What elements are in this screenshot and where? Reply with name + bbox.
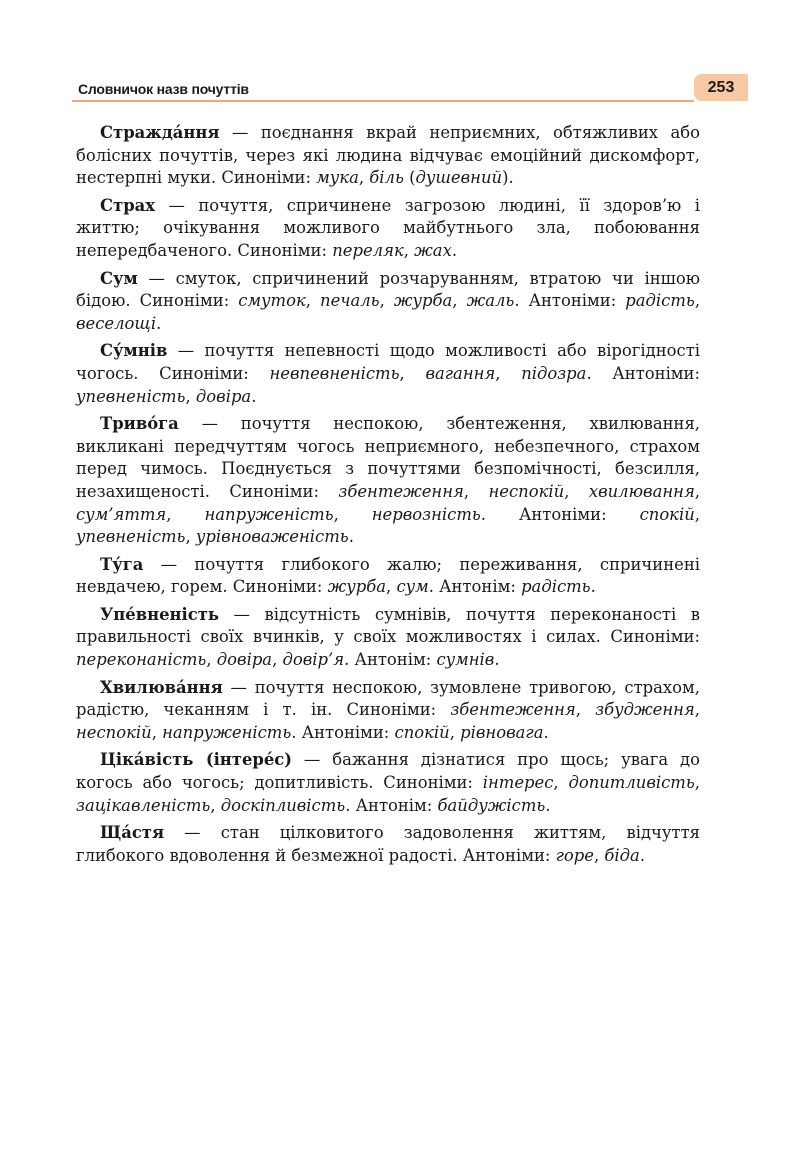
related-word: горе: [555, 845, 594, 865]
definition-text: .: [451, 240, 458, 260]
entry-term: Упе́вненість: [100, 604, 220, 624]
definition-text: . Антонім:: [428, 577, 522, 597]
related-word: рівновага: [460, 722, 544, 742]
definition-text: .: [590, 577, 596, 597]
definition-text: ,: [463, 481, 489, 501]
definition-text: .: [639, 845, 646, 865]
definition-text: ,: [272, 650, 283, 670]
definition-text: . Антонім:: [345, 795, 438, 815]
glossary-entry: [76, 340, 700, 408]
related-word: довір’я: [282, 650, 345, 670]
definition-text: .: [251, 386, 257, 406]
definition-text: ,: [495, 363, 522, 383]
running-title: Словничок назв почуттів: [78, 81, 249, 97]
entry-term: Хвилюва́ння: [100, 677, 223, 697]
related-word: хвилювання: [588, 481, 695, 501]
related-word: допитливість: [568, 773, 695, 793]
entry-term: Страх: [100, 195, 156, 215]
related-word: зацікавленість: [76, 795, 211, 815]
definition-text: (: [403, 168, 416, 188]
glossary-entry: [76, 554, 700, 599]
related-word: сумнів: [436, 650, 495, 670]
related-word: біда: [604, 845, 640, 865]
related-word: радість: [521, 577, 591, 597]
definition-text: .: [543, 722, 549, 742]
header-rule: [72, 100, 694, 102]
related-word: смуток: [238, 291, 306, 311]
related-word: вагання: [425, 363, 496, 383]
definition-text: ,: [379, 291, 394, 311]
definition-text: — бажання дізнатися про щось; увага до когось або чогось; допитливість. Синоніми:: [76, 750, 700, 793]
related-word: підозра: [521, 363, 587, 383]
related-word: доскіпливість: [220, 795, 346, 815]
definition-text: ).: [502, 168, 514, 188]
related-word: упевненість: [76, 386, 186, 406]
related-word: журба: [327, 577, 387, 597]
related-word: напруженість: [204, 504, 334, 524]
definition-text: ,: [403, 240, 415, 260]
related-word: збудження: [595, 700, 695, 720]
related-word: урівноваженість: [195, 527, 349, 547]
definition-text: ,: [593, 845, 605, 865]
related-word: мука: [316, 168, 359, 188]
definition-text: ,: [694, 700, 700, 720]
definition-text: — почуття, спричинене загрозою людині, її здоров’ю і життю; очікування можливого майбутнього зла, побоювання непередбаченого. Синоніми:: [76, 195, 700, 260]
related-word: переконаність: [76, 650, 207, 670]
definition-text: ,: [358, 168, 370, 188]
definition-text: — поєднання вкрай неприємних, обтяжливих або болісних почуттів, через які людина відчуває емоційний дискомфорт, нестерпні муки. Синоніми:: [76, 123, 700, 188]
definition-text: ,: [694, 291, 701, 311]
related-word: невпевненість: [269, 363, 400, 383]
related-word: байдужість: [437, 795, 546, 815]
definition-text: ,: [694, 481, 701, 501]
definition-text: — почуття неспокою, збентеження, хвилювання, викликані передчуттям чогось неприємного, небезпечного, страхом перед чимось. Поєднується з почуттями безпомічності, безсилля, незахищеності. Синоніми:: [76, 414, 700, 501]
glossary-content: [76, 122, 700, 872]
entry-term: Ща́стя: [100, 823, 165, 843]
definition-text: — відсутність сумнівів, почуття переконаності в правильності своїх вчинків, у своїх можливостях і силах. Синоніми:: [76, 604, 700, 647]
definition-text: ,: [575, 700, 596, 720]
related-word: душевний: [415, 168, 503, 188]
glossary-entry: [76, 122, 700, 190]
page-header: [72, 70, 748, 104]
related-word: печаль: [320, 291, 380, 311]
definition-text: ,: [151, 722, 163, 742]
definition-text: .: [348, 527, 354, 547]
definition-text: ,: [452, 291, 467, 311]
definition-text: ,: [386, 577, 397, 597]
related-word: збентеження: [450, 700, 576, 720]
definition-text: ,: [694, 773, 700, 793]
page-number: 253: [694, 74, 748, 101]
entry-term: Су́мнів: [100, 341, 168, 361]
related-word: нервозність: [371, 504, 481, 524]
related-word: переляк: [332, 240, 404, 260]
related-word: жах: [414, 240, 452, 260]
definition-text: — смуток, спричинений розчаруванням, втратою чи іншою бідою. Синоніми:: [76, 268, 700, 311]
related-word: напруженість: [162, 722, 292, 742]
glossary-entry: [76, 749, 700, 817]
related-word: веселощі: [76, 313, 157, 333]
glossary-entry: [76, 268, 700, 336]
related-word: упевненість: [76, 527, 186, 547]
definition-text: .: [545, 795, 551, 815]
definition-text: .: [494, 650, 500, 670]
related-word: сум: [396, 577, 429, 597]
entry-term: Ту́га: [100, 554, 144, 574]
definition-text: ,: [185, 527, 196, 547]
definition-text: ,: [305, 291, 321, 311]
glossary-entry: [76, 677, 700, 745]
entry-term: Ціка́вість (інтере́с): [100, 750, 293, 770]
definition-text: . Антонім:: [344, 650, 437, 670]
definition-text: ,: [399, 363, 426, 383]
definition-text: . Антоніми:: [514, 291, 626, 311]
definition-text: ,: [333, 504, 372, 524]
definition-text: ,: [166, 504, 205, 524]
related-word: неспокій: [76, 722, 152, 742]
definition-text: .: [156, 313, 162, 333]
definition-text: ,: [210, 795, 221, 815]
related-word: спокій: [394, 722, 450, 742]
definition-text: ,: [449, 722, 461, 742]
related-word: спокій: [639, 504, 695, 524]
definition-text: — почуття непевності щодо можливості або вірогідності чогось. Синоніми:: [76, 341, 700, 383]
related-word: жаль: [466, 291, 515, 311]
definition-text: — почуття неспокою, зумовлене тривогою, страхом, радістю, чеканням і т. ін. Синоніми:: [76, 677, 700, 720]
definition-text: ,: [694, 504, 700, 524]
related-word: довіра: [195, 386, 252, 406]
related-word: радість: [625, 291, 695, 311]
definition-text: ,: [553, 773, 569, 793]
definition-text: ,: [185, 386, 196, 406]
glossary-entry: [76, 413, 700, 549]
glossary-entry: [76, 604, 700, 672]
definition-text: — стан цілковитого задоволення життям, відчуття глибокого вдоволення й безмежної радості. Антоніми:: [76, 823, 700, 865]
related-word: біль: [369, 168, 404, 188]
related-word: інтерес: [482, 773, 554, 793]
related-word: неспокій: [488, 481, 565, 501]
related-word: журба: [393, 291, 453, 311]
entry-term: Стражда́ння: [100, 123, 220, 142]
glossary-entry: [76, 195, 700, 263]
definition-text: . Антоніми:: [291, 722, 395, 742]
definition-text: . Антоніми:: [480, 504, 640, 524]
definition-text: ,: [206, 650, 217, 670]
definition-text: ,: [564, 481, 589, 501]
related-word: збентеження: [338, 481, 464, 501]
related-word: довіра: [216, 650, 273, 670]
glossary-entry: [76, 822, 700, 867]
entry-term: Сум: [100, 268, 138, 288]
definition-text: . Антоніми:: [586, 363, 701, 383]
related-word: сум’яття: [76, 504, 167, 524]
definition-text: — почуття глибокого жалю; переживання, спричинені невдачею, горем. Синоніми:: [76, 554, 700, 597]
entry-term: Триво́га: [100, 414, 179, 434]
